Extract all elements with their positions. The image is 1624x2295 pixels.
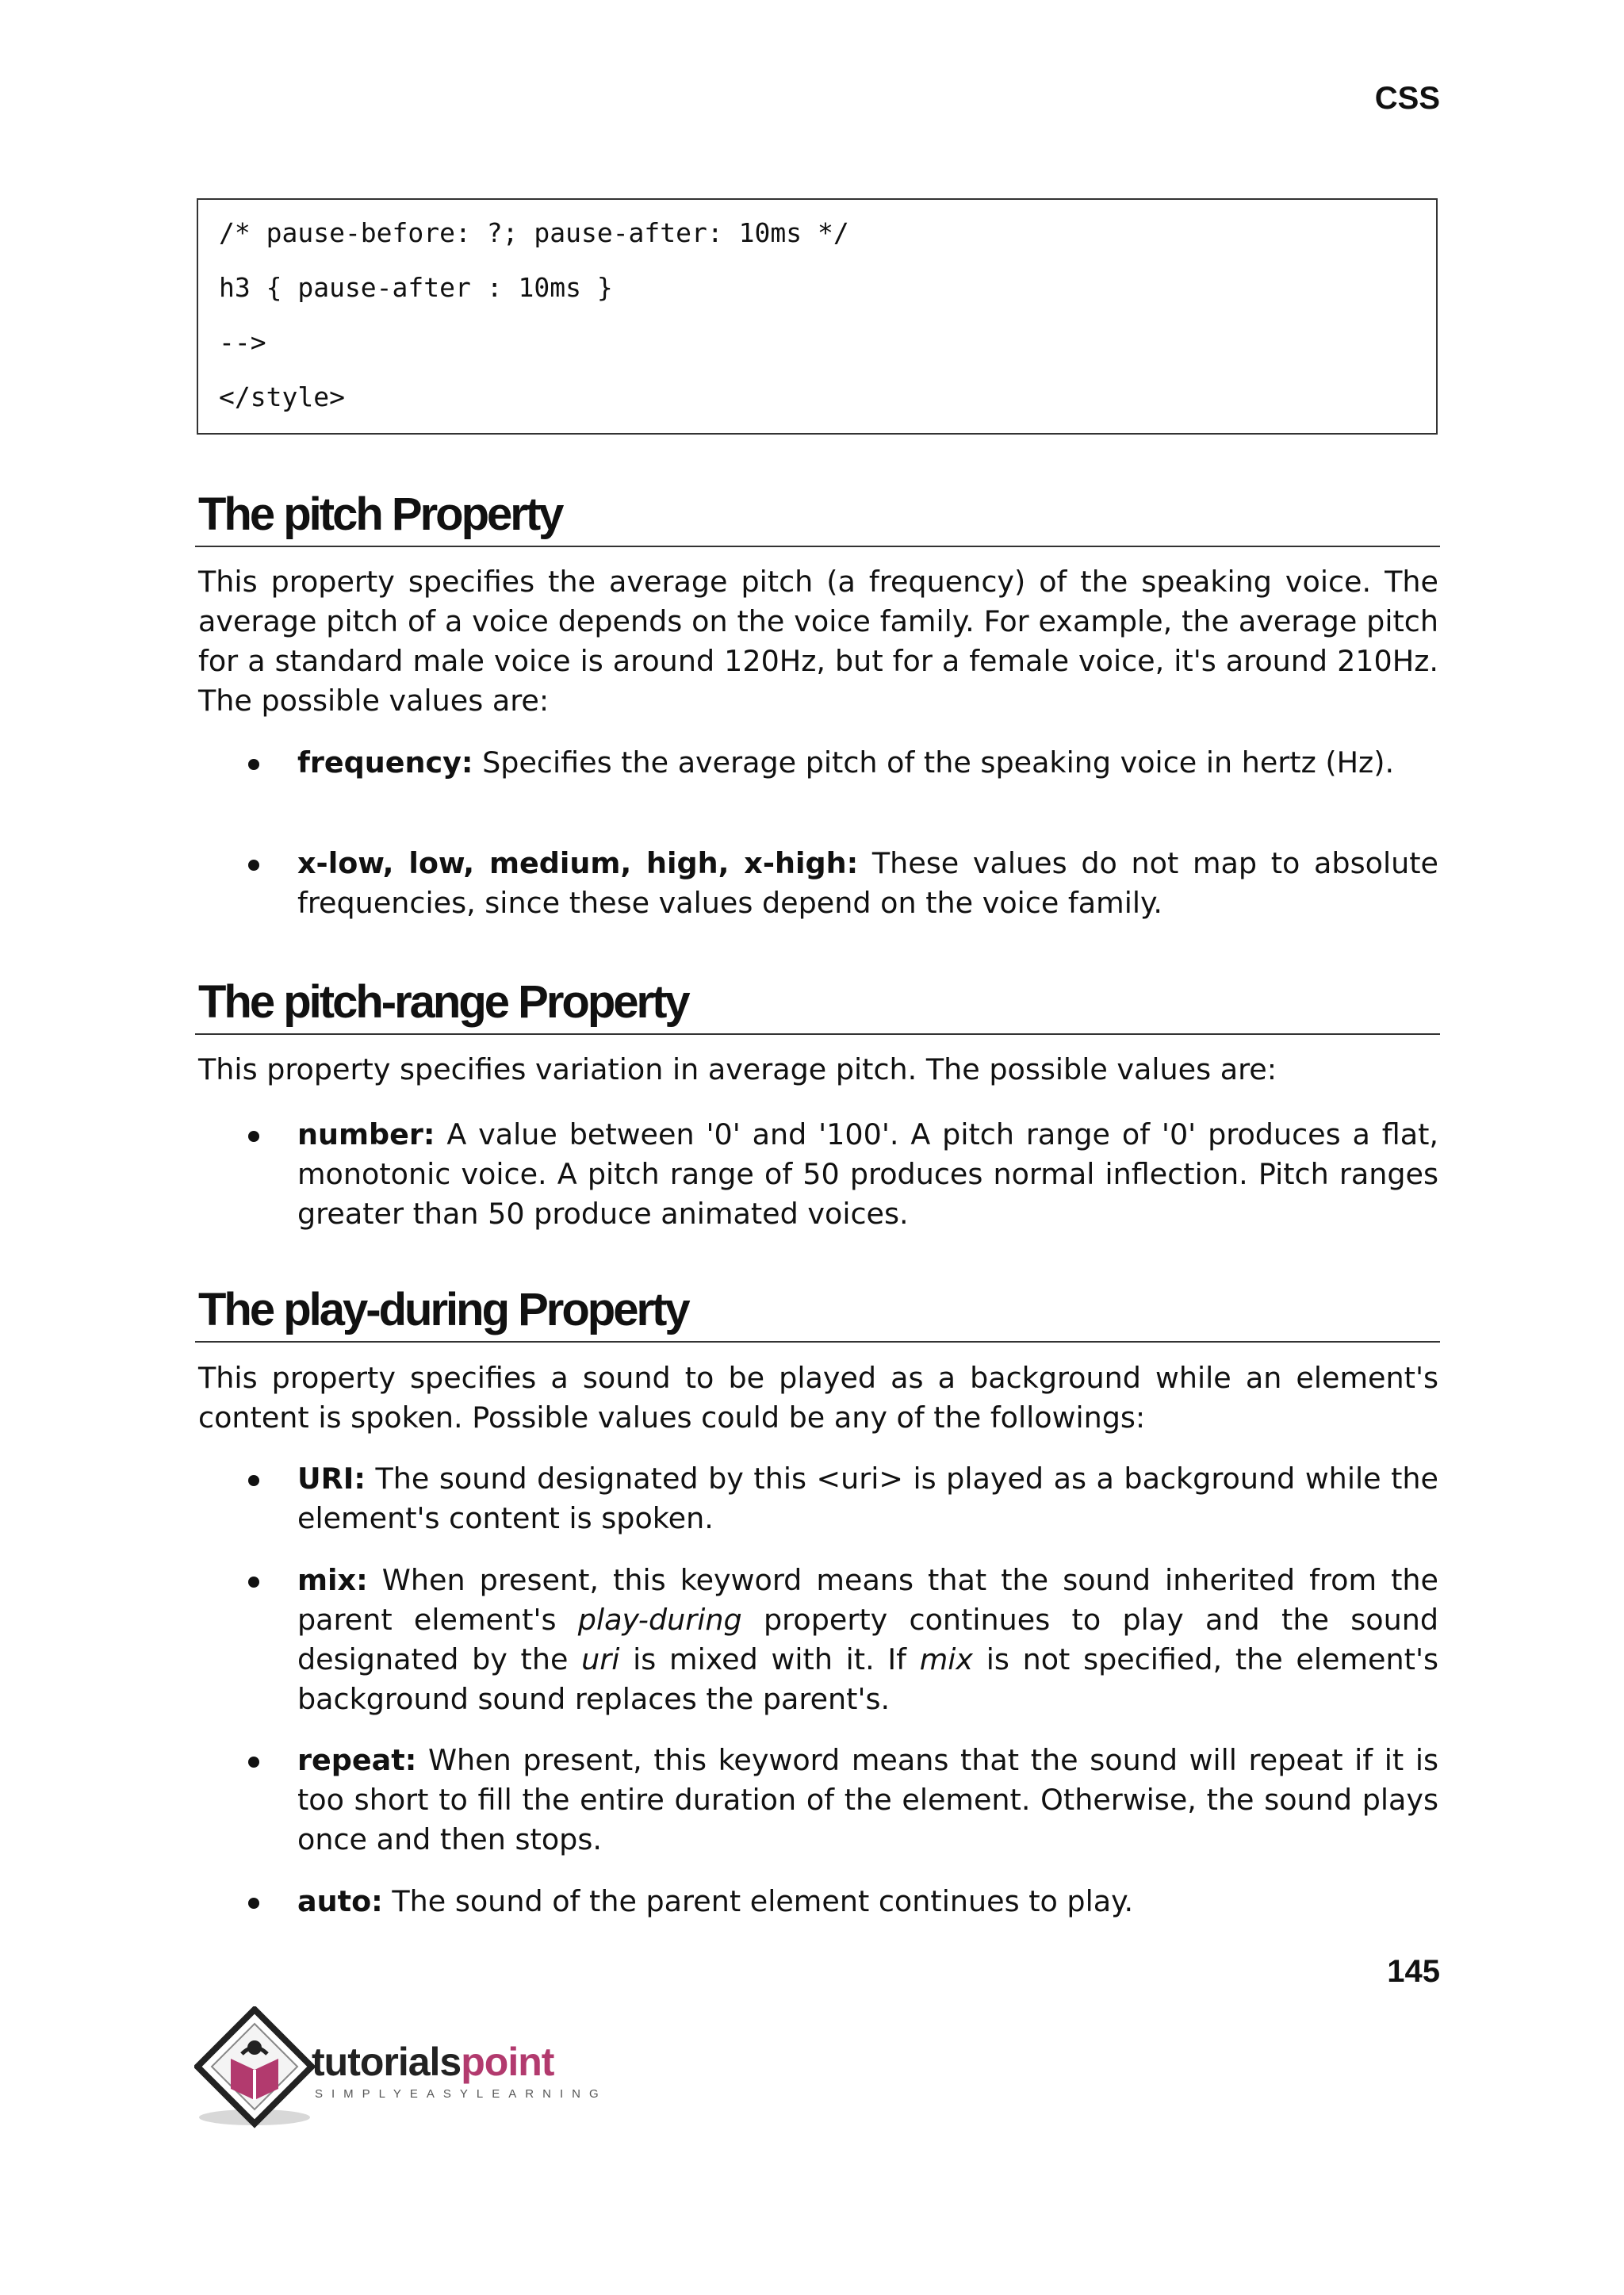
list-item-text: A value between '0' and '100'. A pitch range of '0' produces a flat, monotonic voice. A pitch range of 50 produces normal inflection. Pitch ranges greater than 50 produce animated voices. xyxy=(297,1117,1438,1231)
heading-rule xyxy=(195,1033,1440,1035)
page-number: 145 xyxy=(1387,1954,1440,1989)
list-item xyxy=(297,1882,1438,1921)
bullet-icon xyxy=(248,1757,259,1768)
tutorialspoint-logo xyxy=(194,2006,607,2133)
list-item-term: repeat: xyxy=(297,1743,417,1777)
section-heading-play-during: The play-during Property xyxy=(198,1284,688,1335)
bullet-icon xyxy=(248,860,259,871)
code-line: /* pause-before: ?; pause-after: 10ms */ xyxy=(219,217,849,248)
list-item-emphasis: play-during xyxy=(577,1603,742,1637)
list-item-term: x-low, low, medium, high, x-high: xyxy=(297,846,859,880)
bullet-icon xyxy=(248,1898,259,1909)
list-item-text: is mixed with it. If xyxy=(619,1642,920,1676)
list-item xyxy=(297,743,1438,783)
logo-tagline: SIMPLYEASYLEARNING xyxy=(315,2087,607,2101)
list-item-text: These values do not map to absolute frequencies, since these values depend on the voice family. xyxy=(297,846,1438,920)
list-item-text: When present, this keyword means that the sound will repeat if it is too short to fill the entire duration of the element. Otherwise, the sound plays once and then stops. xyxy=(297,1743,1438,1856)
heading-rule xyxy=(195,546,1440,547)
section-heading-pitch-range: The pitch-range Property xyxy=(198,976,688,1028)
list-item xyxy=(297,844,1438,923)
list-item-emphasis: uri xyxy=(581,1642,620,1676)
list-item-text: The sound of the parent element continues to play. xyxy=(382,1884,1134,1918)
list-item xyxy=(297,1115,1438,1234)
list-item-term: auto: xyxy=(297,1884,383,1918)
list-item xyxy=(297,1459,1438,1538)
running-header: CSS xyxy=(1374,81,1440,116)
list-item-text: When present, this keyword means that the sound inherited from the parent element's xyxy=(297,1563,1438,1637)
list-item-term: frequency: xyxy=(297,745,473,780)
logo-emblem-icon xyxy=(194,2006,321,2133)
section-intro-pitch: This property specifies the average pitch (a frequency) of the speaking voice. The average pitch of a voice depends on the voice family. For example, the average pitch for a standard male voice is around 120Hz, but for a female voice, it's around 210Hz. The possible values are: xyxy=(198,565,1438,718)
code-line: h3 { pause-after : 10ms } xyxy=(219,272,613,303)
section-intro-play-during: This property specifies a sound to be played as a background while an element's content is spoken. Possible values could be any of the followings: xyxy=(198,1361,1438,1435)
bullet-icon xyxy=(248,1475,259,1486)
list-item-emphasis: mix xyxy=(919,1642,974,1676)
list-item-text: property continues to play and the sound designated by the xyxy=(297,1603,1439,1676)
list-item-text: Specifies the average pitch of the speaking voice in hertz (Hz). xyxy=(473,745,1395,780)
code-line: --> xyxy=(219,327,266,358)
bullet-icon xyxy=(248,1131,259,1142)
section-heading-pitch: The pitch Property xyxy=(198,489,562,540)
code-block xyxy=(197,198,1438,435)
list-item-term: mix: xyxy=(297,1563,368,1597)
list-item-text: The sound designated by this <uri> is played as a background while the element's content is spoken. xyxy=(297,1462,1438,1535)
bullet-icon xyxy=(248,759,259,770)
list-item xyxy=(297,1741,1438,1860)
list-item-term: number: xyxy=(297,1117,435,1151)
heading-rule xyxy=(195,1341,1440,1343)
section-intro-pitch-range: This property specifies variation in average pitch. The possible values are: xyxy=(198,1052,1277,1086)
list-item-term: URI: xyxy=(297,1462,366,1496)
list-item-text: is not specified, the element's background sound replaces the parent's. xyxy=(297,1642,1438,1716)
bullet-icon xyxy=(248,1577,259,1588)
code-line: </style> xyxy=(219,381,345,412)
logo-wordmark: tutorialspoint xyxy=(312,2040,554,2084)
list-item xyxy=(297,1561,1438,1719)
